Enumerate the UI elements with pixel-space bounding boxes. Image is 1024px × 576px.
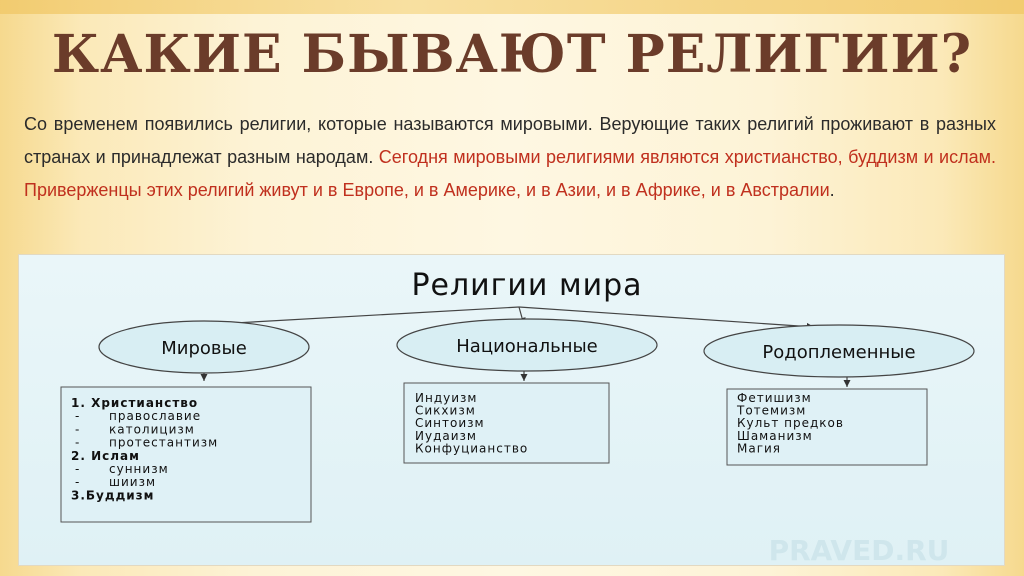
list-item: 1. Христианство [71,396,199,410]
list-item: Культ предков [737,416,844,431]
list-item-dash: - [75,435,80,450]
list-item-dash: - [75,422,80,437]
list-item: Синтоизм [415,416,485,431]
watermark: PRAVED.RU [768,534,950,565]
religions-diagram [19,255,1004,565]
paragraph-highlight: Сегодня мировыми религиями являются христианство, буддизм и ислам. Приверженцы этих религий живут и в Европе, и в Америке, и в Азии, и в Африке, и в Австралии [24,147,996,200]
list-item: Фетишизм [737,391,812,405]
paragraph-end: . [829,180,835,200]
list-item: католицизм [109,422,195,437]
top-decorative-strip [0,0,1024,14]
list-item: Сикхизм [415,403,476,418]
category-label-world: Мировые [161,338,247,359]
list-item: 3.Буддизм [71,488,155,503]
list-item: Тотемизм [737,403,807,418]
list-item: Иудаизм [415,428,477,443]
slide-title: КАКИЕ БЫВАЮТ РЕЛИГИИ? [51,24,973,85]
paragraph-text: Со временем появились религии, которые называются мировыми. Верующие таких религий проживают в разных странах и принадлежат разным народам. [24,114,996,167]
list-item-dash: - [75,462,80,476]
list-item-dash: - [75,475,80,490]
list-item: Шаманизм [737,428,813,443]
list-item-dash: - [75,409,80,424]
list-item: суннизм [109,462,169,476]
list-item: протестантизм [109,435,219,450]
slide-paragraph [24,108,996,207]
list-item: шиизм [109,475,157,490]
list-item: Конфуцианство [415,441,529,456]
category-label-national: Национальные [456,336,598,357]
list-item: Индуизм [415,391,478,405]
list-item: 2. Ислам [71,448,140,463]
diagram-panel [18,254,1005,566]
list-item: православие [109,409,202,424]
diagram-root-title: Религии мира [411,268,643,303]
list-item: Магия [737,441,782,456]
category-label-tribal: Родоплеменные [762,342,916,363]
